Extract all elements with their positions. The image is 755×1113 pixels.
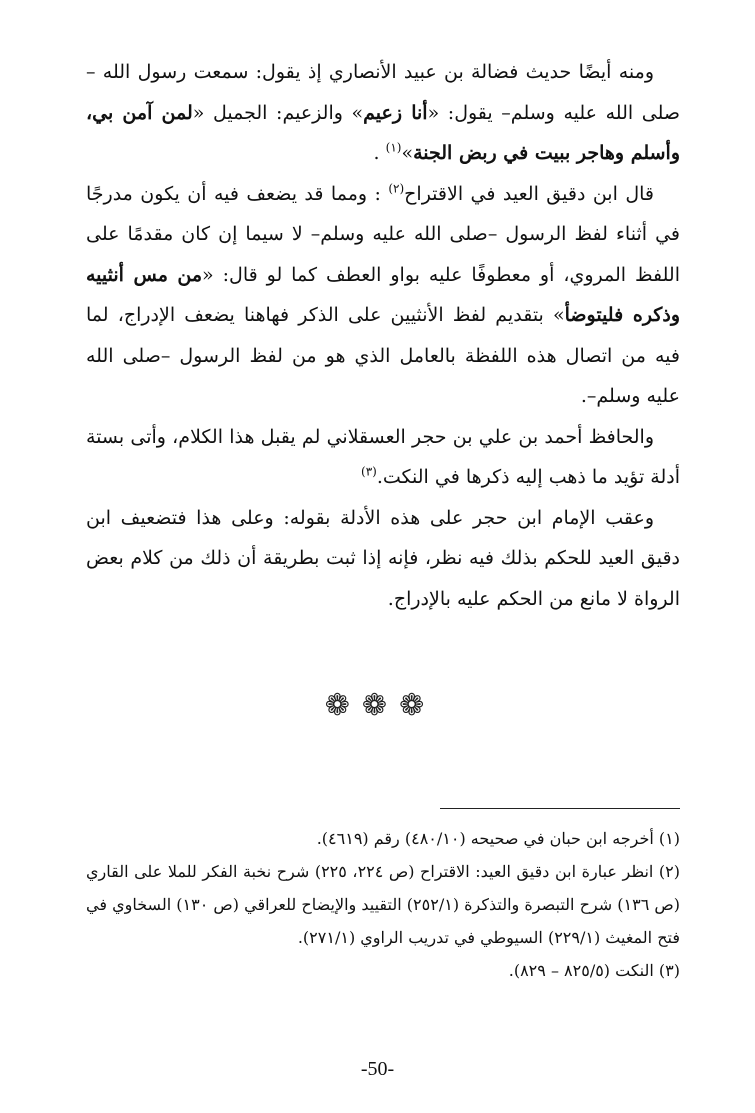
hadith-quote: من مس أنثييه وذكره فليتوضأ bbox=[86, 263, 680, 326]
paragraph-3 bbox=[86, 417, 680, 498]
footnote-separator bbox=[440, 808, 680, 809]
footnote-marker[interactable]: (٣) bbox=[361, 464, 377, 479]
footnote-1: (١) أخرجه ابن حبان في صحيحه (٤٨٠/١٠) رقم (٤٦١٩). bbox=[316, 829, 680, 848]
text-segment: » والزعيم: الجميل « bbox=[192, 101, 364, 124]
text-segment: والحافظ أحمد بن علي بن حجر العسقلاني لم يقبل هذا الكلام، وأتى بستة أدلة تؤيد ما ذهب إليه ذكرها في النكت. bbox=[86, 425, 680, 488]
text-segment: وعقب الإمام ابن حجر على هذه الأدلة بقوله: وعلى هذا فتضعيف ابن دقيق العيد للحكم بذلك فيه نظر، فإنه إذا ثبت بطريقة أن ذلك من كلام بعض الرواة لا مانع من الحكم عليه بالإدراج. bbox=[86, 506, 680, 610]
hadith-quote: أنا زعيم bbox=[363, 101, 428, 124]
footnotes bbox=[86, 822, 680, 987]
footnote-marker[interactable]: (٢) bbox=[388, 181, 405, 196]
text-segment: . bbox=[373, 142, 386, 164]
paragraph-4 bbox=[86, 498, 680, 620]
hadith-quote: لمن آمن بي، وأسلم وهاجر ببيت في ربض الجنة bbox=[86, 101, 680, 164]
text-segment: قال ابن دقيق العيد في الاقتراح bbox=[404, 182, 654, 205]
footnote-marker[interactable]: (١) bbox=[385, 140, 402, 155]
flower-ornament-icon: ❁ bbox=[361, 688, 394, 723]
text-segment: : ومما قد يضعف فيه أن يكون مدرجًا في أثناء لفظ الرسول –صلى الله عليه وسلم– لا سيما إن كان مقدمًا على اللفظ المروي، أو معطوفًا عليه بواو العطف كما لو قال: « bbox=[86, 182, 680, 286]
body-text bbox=[86, 52, 680, 619]
footnote-2: (٢) انظر عبارة ابن دقيق العيد: الاقتراح (ص ٢٢٤، ٢٢٥) شرح نخبة الفكر للملا على القاري (ص ١٣٦) شرح التبصرة والتذكرة (٢٥٢/١) التقييد والإيضاح للعراقي (ص ١٣٠) السخاوي في فتح المغيث (٢٢٩/١) السيوطي في تدريب الراوي (٢٧١/١). bbox=[86, 862, 681, 947]
text-segment: » بتقديم لفظ الأنثيين على الذكر فهاهنا يضعف الإدراج، لما فيه من اتصال هذه اللفظة بالعامل الذي هو من لفظ الرسول –صلى الله عليه وسلم–. bbox=[86, 304, 680, 407]
flower-ornament-icon: ❁ bbox=[324, 688, 356, 723]
flower-ornament-icon: ❁ bbox=[399, 688, 431, 723]
text-segment: » bbox=[401, 142, 414, 164]
footnote-3: (٣) النكت (٨٢٥/٥ – ٨٢٩). bbox=[508, 961, 680, 980]
paragraph-2 bbox=[86, 174, 680, 417]
text-segment: ومنه أيضًا حديث فضالة بن عبيد الأنصاري إذ يقول: سمعت رسول الله –صلى الله عليه وسلم– يقول: « bbox=[86, 61, 680, 124]
page-number: -50- bbox=[360, 1058, 395, 1080]
section-divider-ornament bbox=[0, 688, 755, 723]
paragraph-1 bbox=[86, 52, 680, 174]
